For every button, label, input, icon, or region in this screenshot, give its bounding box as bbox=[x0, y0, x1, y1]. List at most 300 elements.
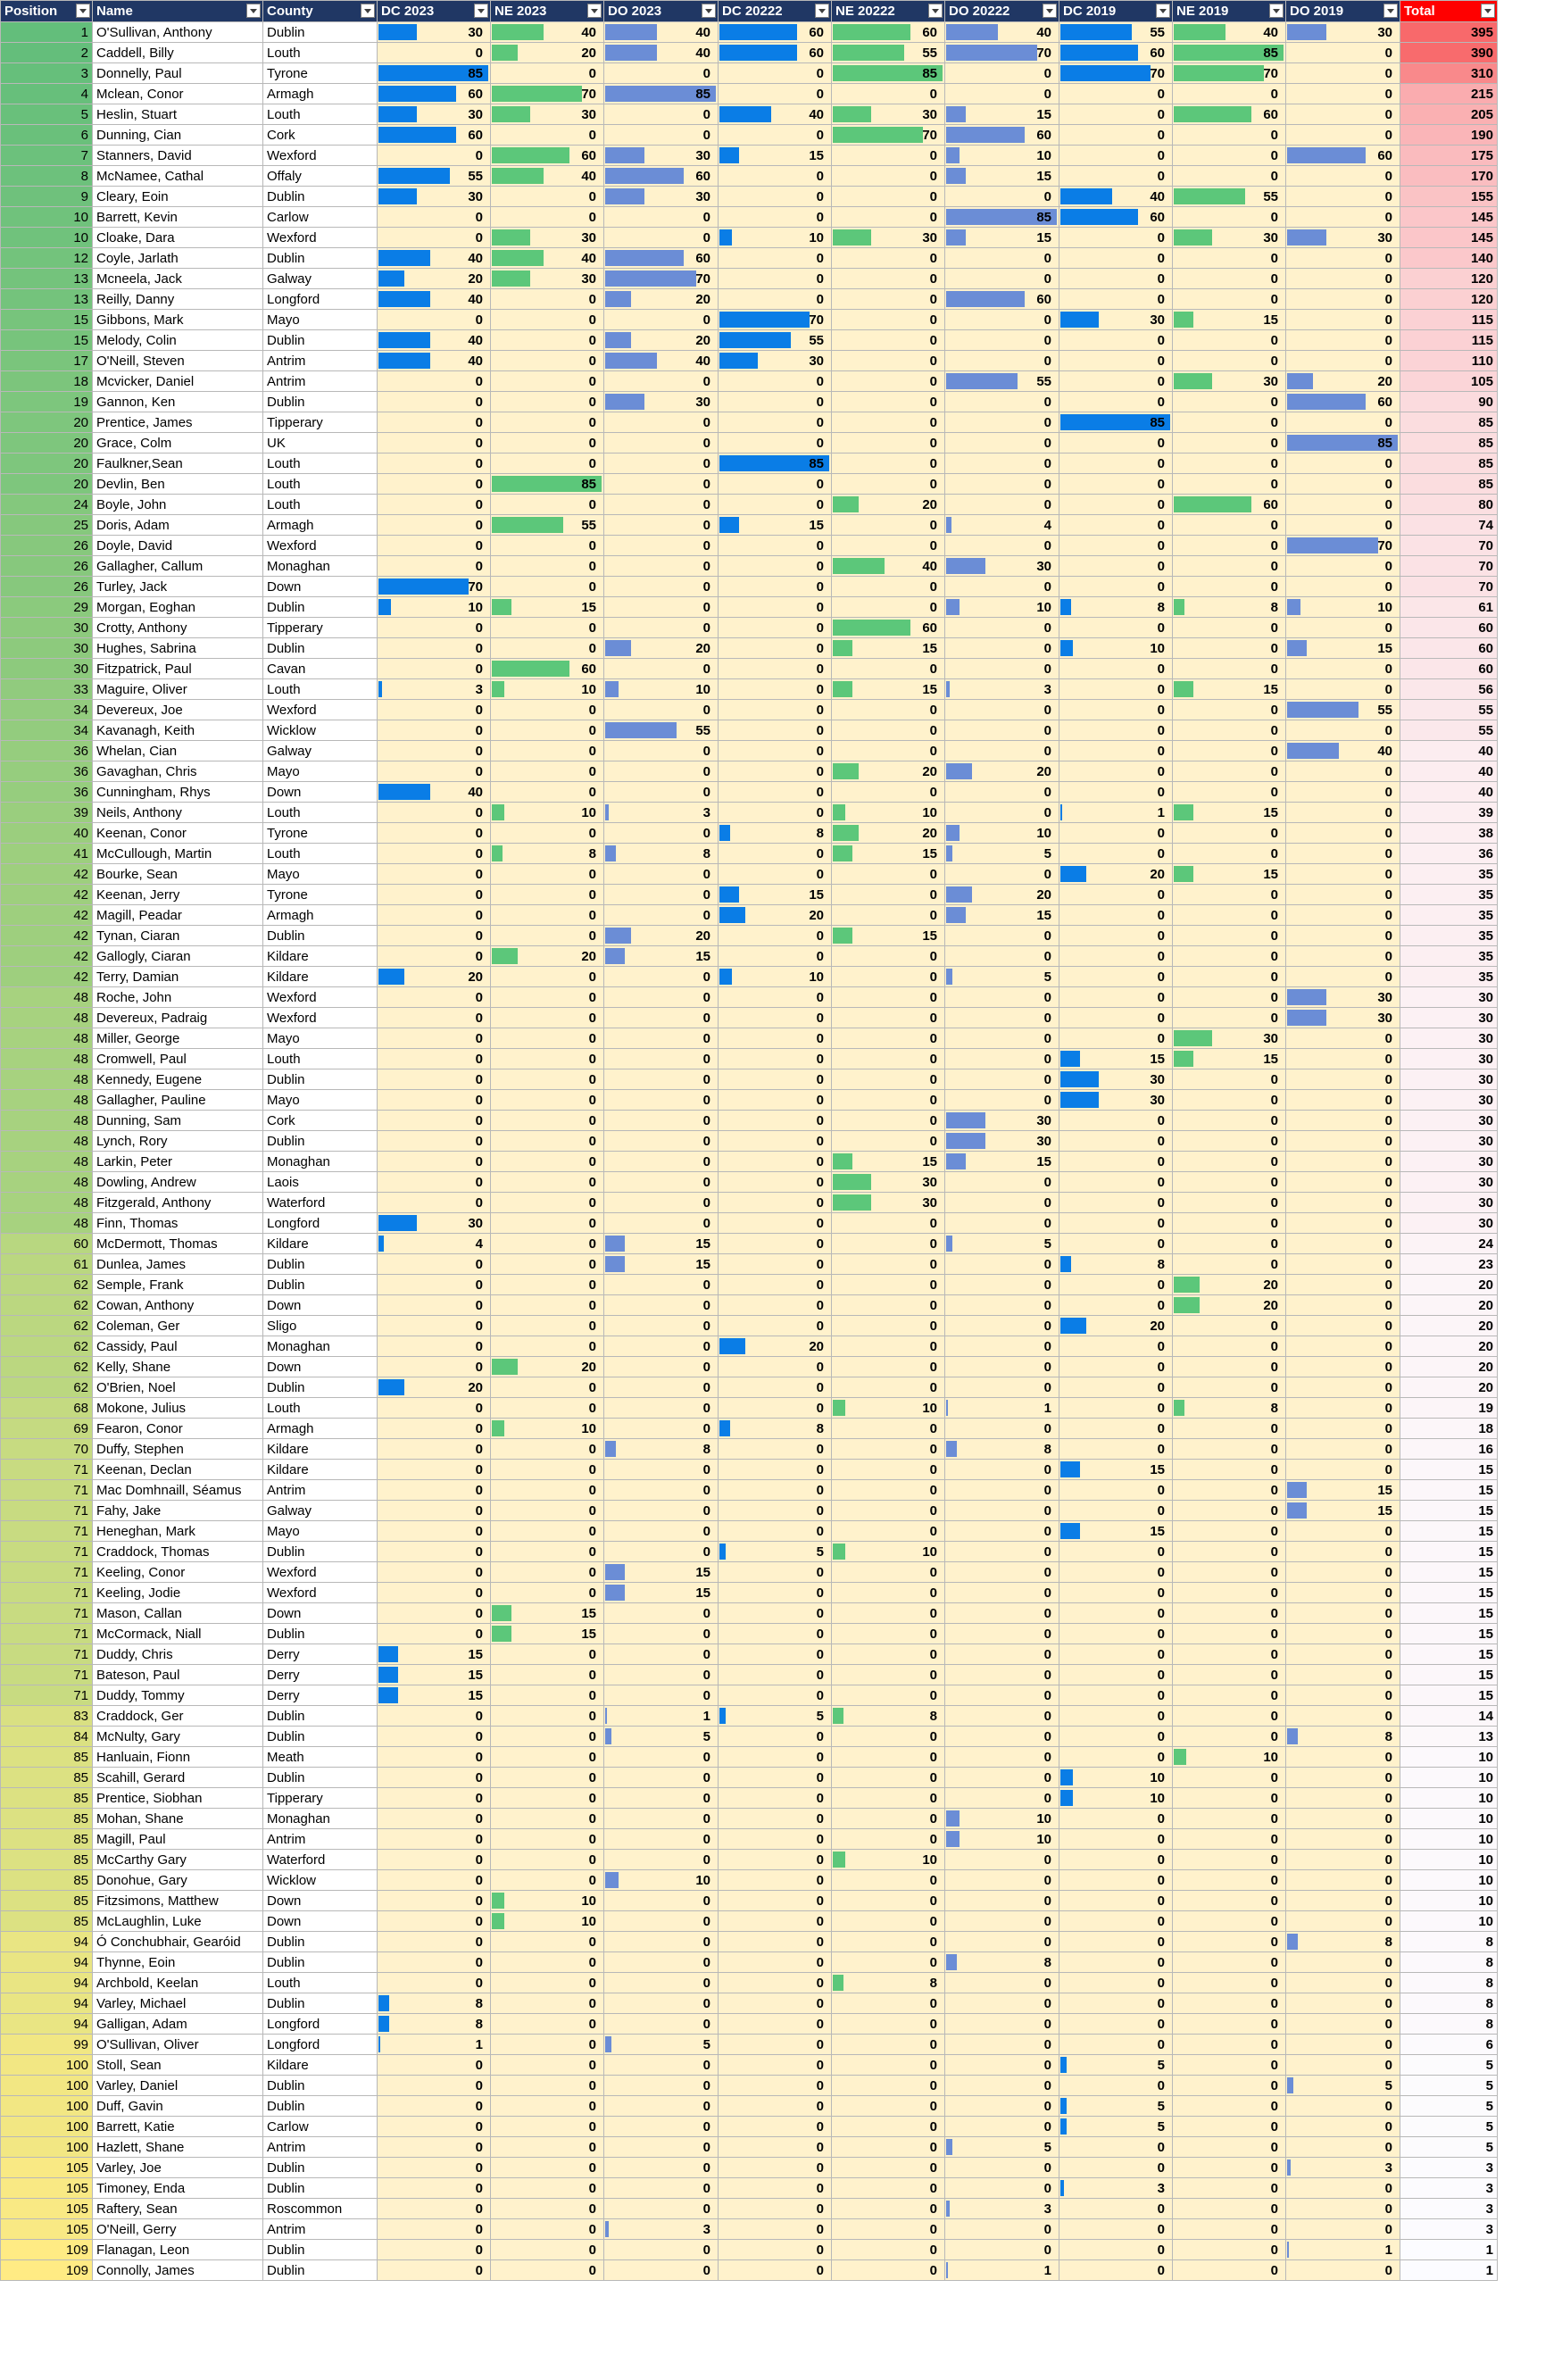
score-cell-do-20222[interactable] bbox=[945, 104, 1059, 125]
score-cell-ne-2023[interactable] bbox=[491, 2219, 604, 2240]
county-cell[interactable]: Dublin bbox=[263, 1254, 378, 1275]
name-cell[interactable]: Coyle, Jarlath bbox=[93, 248, 263, 269]
score-cell-do-2023[interactable] bbox=[604, 104, 719, 125]
county-cell[interactable]: Mayo bbox=[263, 864, 378, 885]
score-cell-ne-20222[interactable] bbox=[832, 1973, 945, 1993]
score-cell-do-20222[interactable] bbox=[945, 2014, 1059, 2035]
table-row[interactable] bbox=[1, 433, 1498, 454]
score-cell-do-20222[interactable] bbox=[945, 1028, 1059, 1049]
score-cell-do-20222[interactable] bbox=[945, 720, 1059, 741]
score-cell-do-2019[interactable] bbox=[1286, 638, 1400, 659]
total-cell[interactable]: 8 bbox=[1400, 1973, 1498, 1993]
score-cell-dc-20222[interactable] bbox=[719, 1850, 832, 1870]
score-cell-ne-20222[interactable] bbox=[832, 1357, 945, 1377]
total-cell[interactable]: 1 bbox=[1400, 2260, 1498, 2281]
score-cell-ne-2023[interactable] bbox=[491, 207, 604, 228]
score-cell-ne-2019[interactable] bbox=[1173, 864, 1286, 885]
score-cell-ne-20222[interactable] bbox=[832, 1644, 945, 1665]
score-cell-do-2019[interactable] bbox=[1286, 823, 1400, 844]
score-cell-dc-20222[interactable] bbox=[719, 720, 832, 741]
score-cell-dc-2023[interactable] bbox=[378, 1480, 491, 1501]
score-cell-do-20222[interactable] bbox=[945, 187, 1059, 207]
score-cell-do-20222[interactable] bbox=[945, 1398, 1059, 1419]
score-cell-do-2019[interactable] bbox=[1286, 1460, 1400, 1480]
score-cell-dc-2019[interactable] bbox=[1059, 2137, 1173, 2158]
name-cell[interactable]: Donnelly, Paul bbox=[93, 63, 263, 84]
score-cell-ne-2019[interactable] bbox=[1173, 556, 1286, 577]
score-cell-do-2023[interactable] bbox=[604, 2178, 719, 2199]
score-cell-do-2023[interactable] bbox=[604, 2240, 719, 2260]
score-cell-ne-2023[interactable] bbox=[491, 289, 604, 310]
name-cell[interactable]: Maguire, Oliver bbox=[93, 679, 263, 700]
score-cell-ne-2023[interactable] bbox=[491, 392, 604, 412]
score-cell-do-20222[interactable] bbox=[945, 926, 1059, 946]
score-cell-dc-2023[interactable] bbox=[378, 1706, 491, 1727]
score-cell-do-2023[interactable] bbox=[604, 823, 719, 844]
position-cell[interactable]: 15 bbox=[1, 310, 93, 330]
score-cell-dc-2023[interactable] bbox=[378, 823, 491, 844]
score-cell-dc-20222[interactable] bbox=[719, 289, 832, 310]
score-cell-do-20222[interactable] bbox=[945, 1850, 1059, 1870]
total-cell[interactable]: 30 bbox=[1400, 1049, 1498, 1069]
score-cell-dc-2019[interactable] bbox=[1059, 1090, 1173, 1111]
score-cell-do-20222[interactable] bbox=[945, 1275, 1059, 1295]
score-cell-ne-20222[interactable] bbox=[832, 228, 945, 248]
score-cell-dc-2019[interactable] bbox=[1059, 782, 1173, 803]
score-cell-dc-2019[interactable] bbox=[1059, 1747, 1173, 1768]
score-cell-dc-20222[interactable] bbox=[719, 1911, 832, 1932]
score-cell-do-2019[interactable] bbox=[1286, 1542, 1400, 1562]
score-cell-ne-20222[interactable] bbox=[832, 782, 945, 803]
score-cell-ne-20222[interactable] bbox=[832, 1254, 945, 1275]
score-cell-dc-20222[interactable] bbox=[719, 43, 832, 63]
score-cell-dc-2023[interactable] bbox=[378, 248, 491, 269]
score-cell-dc-2023[interactable] bbox=[378, 1788, 491, 1809]
total-cell[interactable]: 190 bbox=[1400, 125, 1498, 146]
total-cell[interactable]: 80 bbox=[1400, 495, 1498, 515]
score-cell-do-2023[interactable] bbox=[604, 474, 719, 495]
score-cell-do-2019[interactable] bbox=[1286, 351, 1400, 371]
score-cell-do-20222[interactable] bbox=[945, 1480, 1059, 1501]
score-cell-dc-2023[interactable] bbox=[378, 84, 491, 104]
score-cell-dc-2019[interactable] bbox=[1059, 474, 1173, 495]
score-cell-do-2023[interactable] bbox=[604, 1254, 719, 1275]
county-cell[interactable]: Wexford bbox=[263, 228, 378, 248]
total-cell[interactable]: 14 bbox=[1400, 1706, 1498, 1727]
score-cell-dc-20222[interactable] bbox=[719, 330, 832, 351]
score-cell-dc-20222[interactable] bbox=[719, 474, 832, 495]
name-cell[interactable]: Neils, Anthony bbox=[93, 803, 263, 823]
total-cell[interactable]: 390 bbox=[1400, 43, 1498, 63]
total-cell[interactable]: 15 bbox=[1400, 1501, 1498, 1521]
position-cell[interactable]: 29 bbox=[1, 597, 93, 618]
score-cell-do-2023[interactable] bbox=[604, 1295, 719, 1316]
score-cell-ne-2019[interactable] bbox=[1173, 1809, 1286, 1829]
name-cell[interactable]: Hazlett, Shane bbox=[93, 2137, 263, 2158]
score-cell-dc-20222[interactable] bbox=[719, 679, 832, 700]
score-cell-do-2019[interactable] bbox=[1286, 1706, 1400, 1727]
score-cell-ne-2023[interactable] bbox=[491, 371, 604, 392]
position-cell[interactable]: 71 bbox=[1, 1480, 93, 1501]
score-cell-do-2023[interactable] bbox=[604, 1460, 719, 1480]
score-cell-dc-2023[interactable] bbox=[378, 761, 491, 782]
score-cell-ne-2023[interactable] bbox=[491, 967, 604, 987]
filter-dropdown-icon[interactable] bbox=[76, 4, 90, 18]
name-cell[interactable]: Fitzpatrick, Paul bbox=[93, 659, 263, 679]
score-cell-do-20222[interactable] bbox=[945, 228, 1059, 248]
table-row[interactable] bbox=[1, 577, 1498, 597]
total-cell[interactable]: 35 bbox=[1400, 946, 1498, 967]
position-cell[interactable]: 41 bbox=[1, 844, 93, 864]
score-cell-do-2023[interactable] bbox=[604, 638, 719, 659]
score-cell-ne-2023[interactable] bbox=[491, 1254, 604, 1275]
score-cell-ne-2023[interactable] bbox=[491, 1562, 604, 1583]
total-cell[interactable]: 40 bbox=[1400, 761, 1498, 782]
total-cell[interactable]: 85 bbox=[1400, 474, 1498, 495]
score-cell-do-20222[interactable] bbox=[945, 823, 1059, 844]
score-cell-do-2023[interactable] bbox=[604, 967, 719, 987]
score-cell-do-2023[interactable] bbox=[604, 2096, 719, 2117]
score-cell-ne-2023[interactable] bbox=[491, 1829, 604, 1850]
score-cell-dc-2019[interactable] bbox=[1059, 1706, 1173, 1727]
county-cell[interactable]: Louth bbox=[263, 803, 378, 823]
score-cell-do-2023[interactable] bbox=[604, 803, 719, 823]
name-cell[interactable]: Stoll, Sean bbox=[93, 2055, 263, 2076]
score-cell-ne-2019[interactable] bbox=[1173, 371, 1286, 392]
score-cell-ne-2019[interactable] bbox=[1173, 228, 1286, 248]
header-county[interactable] bbox=[263, 1, 378, 22]
table-row[interactable] bbox=[1, 1911, 1498, 1932]
score-cell-dc-20222[interactable] bbox=[719, 1501, 832, 1521]
score-cell-ne-2023[interactable] bbox=[491, 84, 604, 104]
score-cell-ne-20222[interactable] bbox=[832, 433, 945, 454]
county-cell[interactable]: Longford bbox=[263, 1213, 378, 1234]
score-cell-dc-20222[interactable] bbox=[719, 1952, 832, 1973]
table-row[interactable] bbox=[1, 43, 1498, 63]
header-position[interactable] bbox=[1, 1, 93, 22]
position-cell[interactable]: 26 bbox=[1, 536, 93, 556]
score-cell-dc-20222[interactable] bbox=[719, 926, 832, 946]
filter-dropdown-icon[interactable] bbox=[702, 4, 716, 18]
score-cell-ne-2019[interactable] bbox=[1173, 679, 1286, 700]
score-cell-do-20222[interactable] bbox=[945, 782, 1059, 803]
score-cell-dc-2023[interactable] bbox=[378, 1665, 491, 1685]
position-cell[interactable]: 85 bbox=[1, 1809, 93, 1829]
score-cell-do-20222[interactable] bbox=[945, 351, 1059, 371]
score-cell-do-20222[interactable] bbox=[945, 248, 1059, 269]
name-cell[interactable]: Coleman, Ger bbox=[93, 1316, 263, 1336]
position-cell[interactable]: 48 bbox=[1, 1131, 93, 1152]
score-cell-dc-2019[interactable] bbox=[1059, 803, 1173, 823]
score-cell-dc-2023[interactable] bbox=[378, 1562, 491, 1583]
score-cell-ne-2019[interactable] bbox=[1173, 351, 1286, 371]
score-cell-dc-2023[interactable] bbox=[378, 1501, 491, 1521]
score-cell-dc-2023[interactable] bbox=[378, 905, 491, 926]
header-do-2019[interactable] bbox=[1286, 1, 1400, 22]
county-cell[interactable]: Mayo bbox=[263, 1090, 378, 1111]
score-cell-ne-2019[interactable] bbox=[1173, 1439, 1286, 1460]
score-cell-do-2023[interactable] bbox=[604, 1747, 719, 1768]
score-cell-dc-2023[interactable] bbox=[378, 1460, 491, 1480]
name-cell[interactable]: Terry, Damian bbox=[93, 967, 263, 987]
score-cell-ne-2019[interactable] bbox=[1173, 761, 1286, 782]
county-cell[interactable]: Carlow bbox=[263, 2117, 378, 2137]
table-row[interactable] bbox=[1, 1603, 1498, 1624]
table-row[interactable] bbox=[1, 1850, 1498, 1870]
score-cell-do-20222[interactable] bbox=[945, 577, 1059, 597]
county-cell[interactable]: Dublin bbox=[263, 1377, 378, 1398]
score-cell-ne-20222[interactable] bbox=[832, 1562, 945, 1583]
score-cell-do-2023[interactable] bbox=[604, 946, 719, 967]
table-row[interactable] bbox=[1, 1993, 1498, 2014]
score-cell-dc-20222[interactable] bbox=[719, 2035, 832, 2055]
score-cell-dc-20222[interactable] bbox=[719, 2240, 832, 2260]
score-cell-do-2023[interactable] bbox=[604, 659, 719, 679]
score-cell-do-2019[interactable] bbox=[1286, 1727, 1400, 1747]
score-cell-do-2023[interactable] bbox=[604, 844, 719, 864]
score-cell-do-20222[interactable] bbox=[945, 1419, 1059, 1439]
name-cell[interactable]: McCarthy Gary bbox=[93, 1850, 263, 1870]
score-cell-do-2023[interactable] bbox=[604, 166, 719, 187]
total-cell[interactable]: 15 bbox=[1400, 1685, 1498, 1706]
position-cell[interactable]: 48 bbox=[1, 1172, 93, 1193]
position-cell[interactable]: 71 bbox=[1, 1542, 93, 1562]
score-cell-ne-2023[interactable] bbox=[491, 2035, 604, 2055]
table-row[interactable] bbox=[1, 2035, 1498, 2055]
score-cell-ne-2023[interactable] bbox=[491, 1295, 604, 1316]
score-cell-dc-2023[interactable] bbox=[378, 2178, 491, 2199]
table-row[interactable] bbox=[1, 1090, 1498, 1111]
score-cell-do-20222[interactable] bbox=[945, 761, 1059, 782]
score-cell-ne-20222[interactable] bbox=[832, 1480, 945, 1501]
score-cell-do-20222[interactable] bbox=[945, 741, 1059, 761]
score-cell-ne-2023[interactable] bbox=[491, 146, 604, 166]
score-cell-ne-20222[interactable] bbox=[832, 1768, 945, 1788]
score-cell-ne-2019[interactable] bbox=[1173, 1131, 1286, 1152]
score-cell-ne-2023[interactable] bbox=[491, 720, 604, 741]
score-cell-do-2019[interactable] bbox=[1286, 2055, 1400, 2076]
total-cell[interactable]: 36 bbox=[1400, 844, 1498, 864]
score-cell-dc-2019[interactable] bbox=[1059, 351, 1173, 371]
score-cell-dc-2019[interactable] bbox=[1059, 1932, 1173, 1952]
score-cell-ne-20222[interactable] bbox=[832, 495, 945, 515]
table-row[interactable] bbox=[1, 1398, 1498, 1419]
score-cell-do-2023[interactable] bbox=[604, 1809, 719, 1829]
score-cell-do-2023[interactable] bbox=[604, 1377, 719, 1398]
score-cell-dc-2023[interactable] bbox=[378, 146, 491, 166]
score-cell-ne-2023[interactable] bbox=[491, 515, 604, 536]
score-cell-do-20222[interactable] bbox=[945, 967, 1059, 987]
score-cell-dc-20222[interactable] bbox=[719, 741, 832, 761]
score-cell-do-20222[interactable] bbox=[945, 905, 1059, 926]
total-cell[interactable]: 8 bbox=[1400, 1952, 1498, 1973]
name-cell[interactable]: Mason, Callan bbox=[93, 1603, 263, 1624]
score-cell-ne-20222[interactable] bbox=[832, 1213, 945, 1234]
score-cell-ne-2023[interactable] bbox=[491, 1316, 604, 1336]
table-row[interactable] bbox=[1, 63, 1498, 84]
score-cell-do-20222[interactable] bbox=[945, 2137, 1059, 2158]
score-cell-do-2019[interactable] bbox=[1286, 844, 1400, 864]
score-cell-do-2019[interactable] bbox=[1286, 2219, 1400, 2240]
county-cell[interactable]: Sligo bbox=[263, 1316, 378, 1336]
score-cell-dc-20222[interactable] bbox=[719, 1644, 832, 1665]
total-cell[interactable]: 15 bbox=[1400, 1624, 1498, 1644]
score-cell-dc-2023[interactable] bbox=[378, 166, 491, 187]
score-cell-ne-2019[interactable] bbox=[1173, 63, 1286, 84]
score-cell-ne-20222[interactable] bbox=[832, 104, 945, 125]
score-cell-do-2019[interactable] bbox=[1286, 2076, 1400, 2096]
score-cell-do-2023[interactable] bbox=[604, 1542, 719, 1562]
score-cell-do-2019[interactable] bbox=[1286, 2014, 1400, 2035]
score-cell-dc-2019[interactable] bbox=[1059, 1644, 1173, 1665]
name-cell[interactable]: Craddock, Ger bbox=[93, 1706, 263, 1727]
score-cell-do-2023[interactable] bbox=[604, 2014, 719, 2035]
county-cell[interactable]: Louth bbox=[263, 679, 378, 700]
score-cell-dc-20222[interactable] bbox=[719, 659, 832, 679]
score-cell-do-20222[interactable] bbox=[945, 207, 1059, 228]
score-cell-dc-2019[interactable] bbox=[1059, 2219, 1173, 2240]
score-cell-dc-2023[interactable] bbox=[378, 207, 491, 228]
score-cell-do-2023[interactable] bbox=[604, 1480, 719, 1501]
county-cell[interactable]: Wexford bbox=[263, 1562, 378, 1583]
score-cell-do-2019[interactable] bbox=[1286, 1624, 1400, 1644]
score-cell-do-2019[interactable] bbox=[1286, 618, 1400, 638]
score-cell-do-20222[interactable] bbox=[945, 1460, 1059, 1480]
score-cell-ne-20222[interactable] bbox=[832, 43, 945, 63]
total-cell[interactable]: 74 bbox=[1400, 515, 1498, 536]
county-cell[interactable]: Louth bbox=[263, 1049, 378, 1069]
score-cell-ne-2019[interactable] bbox=[1173, 2137, 1286, 2158]
table-row[interactable] bbox=[1, 1665, 1498, 1685]
score-cell-dc-20222[interactable] bbox=[719, 987, 832, 1008]
score-cell-dc-2019[interactable] bbox=[1059, 248, 1173, 269]
score-cell-dc-2019[interactable] bbox=[1059, 761, 1173, 782]
county-cell[interactable]: Louth bbox=[263, 1398, 378, 1419]
score-cell-dc-2023[interactable] bbox=[378, 700, 491, 720]
score-cell-dc-2019[interactable] bbox=[1059, 679, 1173, 700]
score-cell-do-2023[interactable] bbox=[604, 2137, 719, 2158]
score-cell-do-2023[interactable] bbox=[604, 2260, 719, 2281]
table-row[interactable] bbox=[1, 495, 1498, 515]
score-cell-ne-20222[interactable] bbox=[832, 1747, 945, 1768]
score-cell-do-20222[interactable] bbox=[945, 1295, 1059, 1316]
score-cell-ne-2019[interactable] bbox=[1173, 1419, 1286, 1439]
score-cell-dc-2023[interactable] bbox=[378, 1008, 491, 1028]
score-cell-ne-20222[interactable] bbox=[832, 1090, 945, 1111]
score-cell-ne-2019[interactable] bbox=[1173, 1727, 1286, 1747]
score-cell-do-20222[interactable] bbox=[945, 2076, 1059, 2096]
score-cell-dc-2023[interactable] bbox=[378, 495, 491, 515]
name-cell[interactable]: Keenan, Jerry bbox=[93, 885, 263, 905]
county-cell[interactable]: Galway bbox=[263, 741, 378, 761]
score-cell-ne-2019[interactable] bbox=[1173, 885, 1286, 905]
table-row[interactable] bbox=[1, 1932, 1498, 1952]
score-cell-ne-20222[interactable] bbox=[832, 1419, 945, 1439]
position-cell[interactable]: 30 bbox=[1, 638, 93, 659]
score-cell-dc-20222[interactable] bbox=[719, 1172, 832, 1193]
score-cell-do-2023[interactable] bbox=[604, 371, 719, 392]
score-cell-ne-2019[interactable] bbox=[1173, 1028, 1286, 1049]
score-cell-ne-2019[interactable] bbox=[1173, 1377, 1286, 1398]
score-cell-do-20222[interactable] bbox=[945, 1665, 1059, 1685]
score-cell-dc-2023[interactable] bbox=[378, 1624, 491, 1644]
score-cell-dc-2023[interactable] bbox=[378, 1090, 491, 1111]
score-cell-ne-2023[interactable] bbox=[491, 248, 604, 269]
name-cell[interactable]: McDermott, Thomas bbox=[93, 1234, 263, 1254]
position-cell[interactable]: 85 bbox=[1, 1788, 93, 1809]
score-cell-dc-20222[interactable] bbox=[719, 1439, 832, 1460]
filter-dropdown-icon[interactable] bbox=[587, 4, 602, 18]
county-cell[interactable]: Meath bbox=[263, 1747, 378, 1768]
header-do-20222[interactable] bbox=[945, 1, 1059, 22]
score-cell-do-20222[interactable] bbox=[945, 474, 1059, 495]
score-cell-dc-2023[interactable] bbox=[378, 2096, 491, 2117]
score-cell-ne-2023[interactable] bbox=[491, 987, 604, 1008]
score-cell-ne-2023[interactable] bbox=[491, 885, 604, 905]
score-cell-do-2019[interactable] bbox=[1286, 207, 1400, 228]
score-cell-ne-2019[interactable] bbox=[1173, 720, 1286, 741]
score-cell-do-20222[interactable] bbox=[945, 1829, 1059, 1850]
county-cell[interactable]: Down bbox=[263, 782, 378, 803]
score-cell-ne-20222[interactable] bbox=[832, 1049, 945, 1069]
county-cell[interactable]: Wicklow bbox=[263, 720, 378, 741]
table-row[interactable] bbox=[1, 967, 1498, 987]
score-cell-do-2019[interactable] bbox=[1286, 1439, 1400, 1460]
county-cell[interactable]: Kildare bbox=[263, 2055, 378, 2076]
name-cell[interactable]: Archbold, Keelan bbox=[93, 1973, 263, 1993]
header-dc-20222[interactable] bbox=[719, 1, 832, 22]
score-cell-do-20222[interactable] bbox=[945, 1973, 1059, 1993]
county-cell[interactable]: Antrim bbox=[263, 351, 378, 371]
score-cell-dc-20222[interactable] bbox=[719, 1193, 832, 1213]
score-cell-dc-2023[interactable] bbox=[378, 1152, 491, 1172]
score-cell-do-2019[interactable] bbox=[1286, 536, 1400, 556]
score-cell-dc-20222[interactable] bbox=[719, 1973, 832, 1993]
score-cell-ne-20222[interactable] bbox=[832, 1727, 945, 1747]
name-cell[interactable]: Bourke, Sean bbox=[93, 864, 263, 885]
total-cell[interactable]: 20 bbox=[1400, 1336, 1498, 1357]
score-cell-ne-2019[interactable] bbox=[1173, 515, 1286, 536]
score-cell-dc-2019[interactable] bbox=[1059, 1603, 1173, 1624]
county-cell[interactable]: Dublin bbox=[263, 1624, 378, 1644]
table-row[interactable] bbox=[1, 1829, 1498, 1850]
score-cell-ne-2019[interactable] bbox=[1173, 1069, 1286, 1090]
table-row[interactable] bbox=[1, 597, 1498, 618]
position-cell[interactable]: 100 bbox=[1, 2076, 93, 2096]
position-cell[interactable]: 94 bbox=[1, 2014, 93, 2035]
score-cell-ne-2019[interactable] bbox=[1173, 2240, 1286, 2260]
score-cell-ne-2023[interactable] bbox=[491, 1234, 604, 1254]
name-cell[interactable]: Gallagher, Pauline bbox=[93, 1090, 263, 1111]
score-cell-do-2023[interactable] bbox=[604, 412, 719, 433]
score-cell-do-2019[interactable] bbox=[1286, 22, 1400, 43]
score-cell-ne-20222[interactable] bbox=[832, 1398, 945, 1419]
score-cell-ne-20222[interactable] bbox=[832, 146, 945, 166]
score-cell-dc-20222[interactable] bbox=[719, 371, 832, 392]
score-cell-do-2019[interactable] bbox=[1286, 125, 1400, 146]
position-cell[interactable]: 48 bbox=[1, 1213, 93, 1234]
position-cell[interactable]: 99 bbox=[1, 2035, 93, 2055]
position-cell[interactable]: 62 bbox=[1, 1295, 93, 1316]
filter-dropdown-icon[interactable] bbox=[1269, 4, 1284, 18]
score-cell-do-2019[interactable] bbox=[1286, 926, 1400, 946]
county-cell[interactable]: UK bbox=[263, 433, 378, 454]
score-cell-ne-2019[interactable] bbox=[1173, 474, 1286, 495]
score-cell-ne-2019[interactable] bbox=[1173, 2076, 1286, 2096]
filter-dropdown-icon[interactable] bbox=[474, 4, 488, 18]
name-cell[interactable]: Mohan, Shane bbox=[93, 1809, 263, 1829]
position-cell[interactable]: 94 bbox=[1, 1952, 93, 1973]
